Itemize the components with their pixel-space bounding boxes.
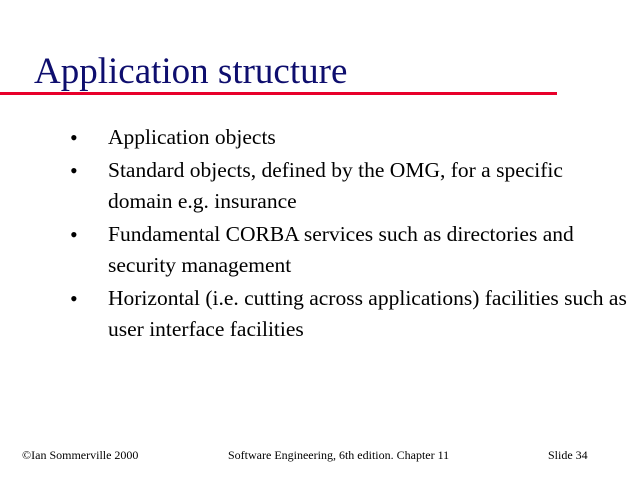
bullet-item: [70, 155, 630, 218]
bullet-text: Horizontal (i.e. cutting across applications) facilities such as user interface facilities: [108, 285, 627, 341]
bullet-text: Standard objects, defined by the OMG, for a specific domain e.g. insurance: [108, 157, 563, 213]
footer-book-title: Software Engineering, 6th edition. Chapter 11: [228, 448, 450, 462]
slide-title: Application structure: [34, 51, 348, 92]
title-underline: [0, 92, 557, 95]
bullet-item: [70, 219, 630, 282]
bullet-item: [70, 122, 630, 154]
bullet-list: [70, 122, 630, 347]
bullet-item: [70, 283, 630, 346]
bullet-icon: •: [70, 125, 78, 150]
footer-slide-number: Slide 34: [548, 448, 588, 462]
bullet-text: Fundamental CORBA services such as directories and security management: [108, 221, 574, 277]
bullet-icon: •: [70, 157, 78, 183]
bullet-text: Application objects: [108, 125, 276, 149]
bullet-icon: •: [70, 285, 78, 311]
footer-copyright: ©Ian Sommerville 2000: [22, 448, 139, 462]
bullet-icon: •: [70, 221, 78, 247]
